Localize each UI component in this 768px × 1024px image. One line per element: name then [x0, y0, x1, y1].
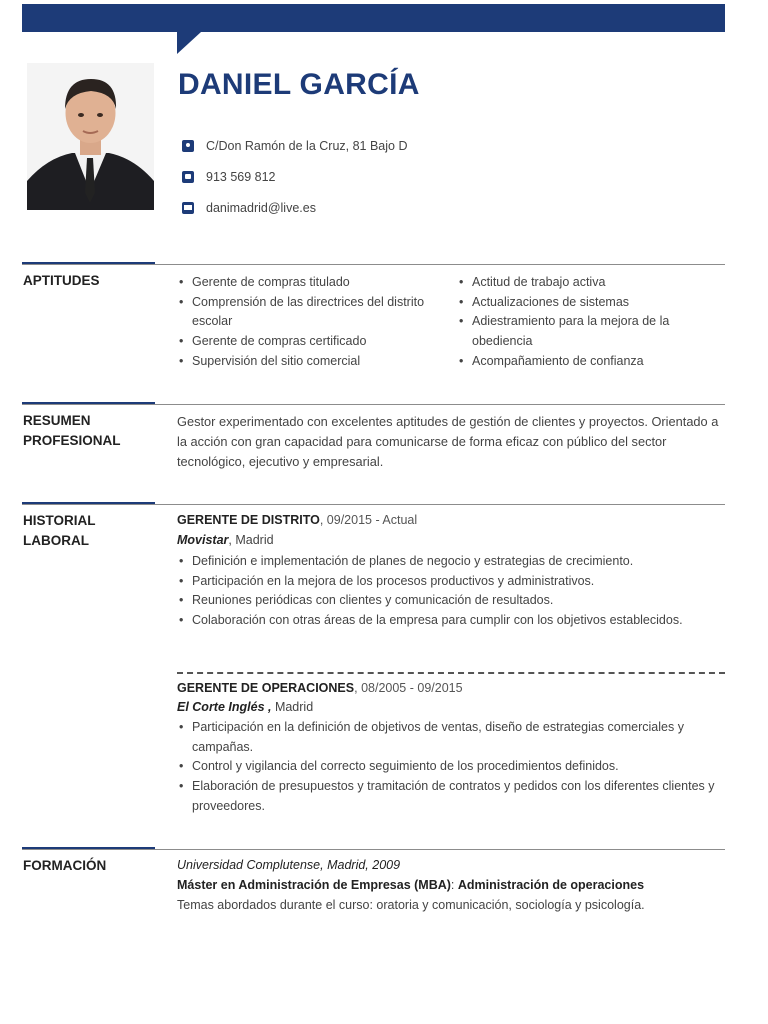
- header-bar: [22, 4, 725, 32]
- list-item: • Participación en la mejora de los procesos productivos y administrativos.: [177, 572, 727, 592]
- email-text: danimadrid@live.es: [206, 201, 316, 215]
- summary-title: [23, 411, 121, 451]
- degree-specialty: Administración de operaciones: [457, 878, 645, 892]
- job-company: [177, 700, 313, 714]
- list-item: • Actitud de trabajo activa: [457, 273, 725, 293]
- list-item: • Gerente de compras titulado: [177, 273, 442, 293]
- job-period: , 09/2015 - Actual: [319, 513, 418, 527]
- summary-title-line1: RESUMEN: [23, 413, 91, 428]
- education-topics: Temas abordados durante el curso: oratoria y comunicación, sociología y psicología.: [177, 898, 645, 912]
- skills-title: APTITUDES: [23, 273, 100, 288]
- list-item: • Elaboración de presupuestos y tramitación de contratos y pedidos con los diferentes clientes y proveedores.: [177, 777, 727, 816]
- company-location: Madrid: [271, 700, 314, 714]
- job-title: [177, 513, 417, 527]
- company-name: Movistar: [177, 533, 229, 547]
- location-pin-icon: [182, 140, 194, 152]
- list-item: • Comprensión de las directrices del distrito escolar: [177, 293, 442, 332]
- summary-title-line2: PROFESIONAL: [23, 433, 121, 448]
- summary-text: Gestor experimentado con excelentes aptitudes de gestión de clientes y proyectos. Orientado a la acción con gran capacidad para comunicarse de forma eficaz con público del sector tecnológico, ejecutivo y empresarial.: [177, 414, 719, 469]
- institution-place-date: , Madrid, 2009: [320, 858, 401, 872]
- list-item: • Control y vigilancia del correcto seguimiento de los procedimientos definidos.: [177, 757, 727, 777]
- company-location: , Madrid: [228, 533, 274, 547]
- education-institution-row: [177, 858, 400, 872]
- work-title-line2: LABORAL: [23, 533, 89, 548]
- list-item: • Definición e implementación de planes de negocio y estrategias de crecimiento.: [177, 552, 727, 572]
- list-item: • Actualizaciones de sistemas: [457, 293, 725, 313]
- company-name: El Corte Inglés ,: [177, 700, 272, 714]
- skills-list-left: [177, 273, 442, 372]
- list-item: • Supervisión del sitio comercial: [177, 352, 442, 372]
- job-period: , 08/2005 - 09/2015: [354, 681, 463, 695]
- email-icon: [182, 202, 194, 214]
- education-degree-row: [177, 878, 644, 892]
- job-bullets: [177, 718, 727, 817]
- summary-divider: [22, 404, 725, 405]
- institution-name: Universidad Complutense: [177, 858, 321, 872]
- email-row: [182, 201, 316, 215]
- header-notch: [177, 32, 201, 54]
- work-title: [23, 511, 96, 551]
- candidate-name: DANIEL GARCÍA: [178, 68, 420, 101]
- job-title: [177, 681, 463, 695]
- job-role: GERENTE DE DISTRITO: [177, 513, 320, 527]
- phone-text: 913 569 812: [206, 170, 276, 184]
- list-item: • Acompañamiento de confianza: [457, 352, 725, 372]
- phone-icon: [182, 171, 194, 183]
- job-bullets: [177, 552, 727, 631]
- degree-name: Máster en Administración de Empresas (MBA): [177, 878, 451, 892]
- job-role: GERENTE DE OPERACIONES: [177, 681, 355, 695]
- address-row: [182, 139, 407, 153]
- degree-separator: :: [450, 878, 458, 892]
- education-divider: [22, 849, 725, 850]
- work-title-line1: HISTORIAL: [23, 513, 96, 528]
- list-item: • Adiestramiento para la mejora de la obediencia: [457, 312, 725, 351]
- list-item: • Gerente de compras certificado: [177, 332, 442, 352]
- list-item: • Participación en la definición de objetivos de ventas, diseño de estrategias comerciales y campañas.: [177, 718, 727, 757]
- list-item: • Reuniones periódicas con clientes y comunicación de resultados.: [177, 591, 727, 611]
- list-item: • Colaboración con otras áreas de la empresa para cumplir con los objetivos establecidos.: [177, 611, 727, 631]
- address-text: C/Don Ramón de la Cruz, 81 Bajo D: [206, 139, 408, 153]
- phone-row: [182, 170, 276, 184]
- skills-list-right: [457, 273, 725, 372]
- job-separator: [177, 672, 725, 674]
- education-title: FORMACIÓN: [23, 858, 107, 873]
- profile-photo: [27, 63, 154, 210]
- skills-divider: [22, 264, 725, 265]
- job-company: [177, 533, 274, 547]
- work-divider: [22, 504, 725, 505]
